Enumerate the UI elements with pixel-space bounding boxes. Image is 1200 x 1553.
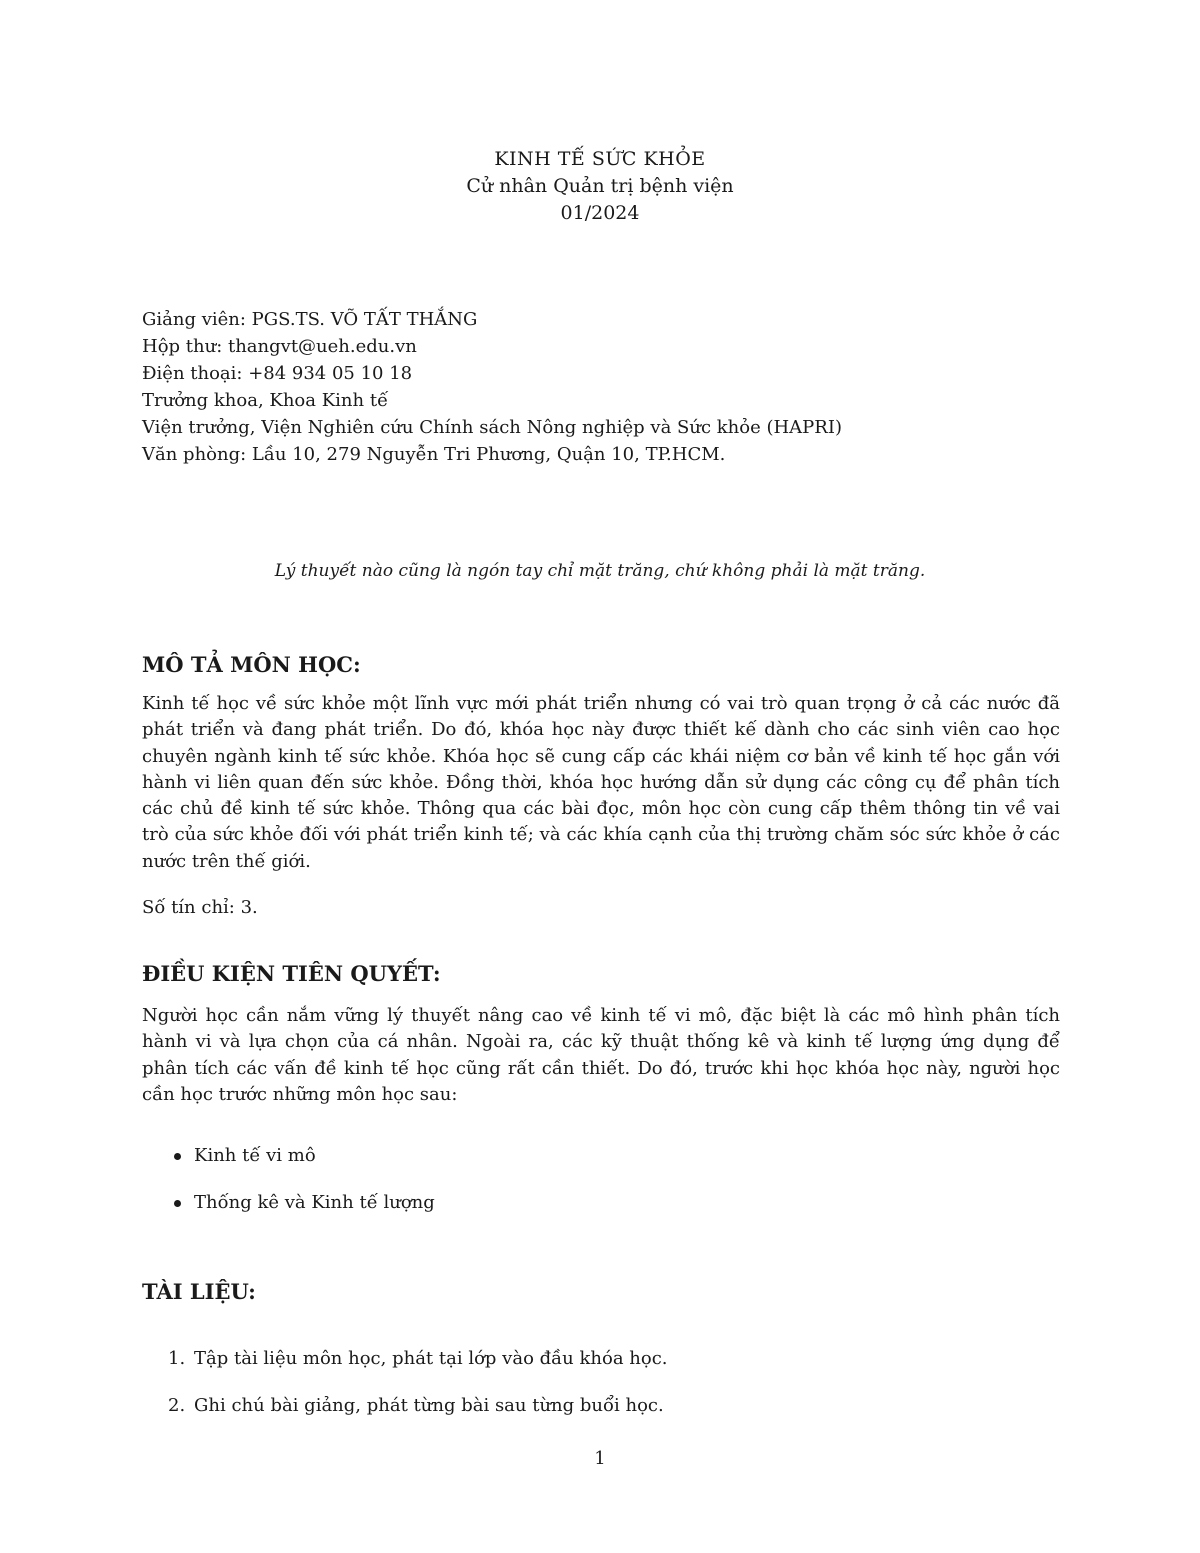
document-header xyxy=(0,146,1200,227)
materials-heading: TÀI LIỆU: xyxy=(142,1279,256,1304)
bullet-icon xyxy=(174,1153,181,1160)
list-item-number: 1. xyxy=(168,1348,186,1369)
list-item-text: Tập tài liệu môn học, phát tại lớp vào đầu khóa học. xyxy=(194,1348,668,1369)
list-item xyxy=(142,1189,1060,1216)
description-heading: MÔ TẢ MÔN HỌC: xyxy=(142,652,361,677)
prerequisites-heading: ĐIỀU KIỆN TIÊN QUYẾT: xyxy=(142,961,441,986)
materials-list xyxy=(142,1345,1060,1439)
dean-line: Trưởng khoa, Khoa Kinh tế xyxy=(142,390,389,411)
list-item-number: 2. xyxy=(168,1395,186,1416)
lecturer-line: Giảng viên: PGS.TS. VÕ TẤT THẮNG xyxy=(142,309,478,330)
course-subtitle: Cử nhân Quản trị bệnh viện xyxy=(466,175,734,197)
bullet-icon xyxy=(174,1200,181,1207)
course-date: 01/2024 xyxy=(560,202,640,224)
director-line: Viện trưởng, Viện Nghiên cứu Chính sách Nông nghiệp và Sức khỏe (HAPRI) xyxy=(142,417,842,438)
epigraph-quote: Lý thuyết nào cũng là ngón tay chỉ mặt trăng, chứ không phải là mặt trăng. xyxy=(274,561,926,581)
prerequisites-paragraph: Người học cần nắm vững lý thuyết nâng cao về kinh tế vi mô, đặc biệt là các mô hình phân tích hành vi và lựa chọn của cá nhân. Ngoài ra, các kỹ thuật thống kê và kinh tế lượng ứng dụng để phân tích các vấn đề kinh tế học cũng rất cần thiết. Do đó, trước khi học khóa học này, người học cần học trước những môn học sau: xyxy=(142,1005,1060,1105)
page-number: 1 xyxy=(594,1448,606,1469)
prerequisite-list xyxy=(142,1142,1060,1236)
email-line: Hộp thư: thangvt@ueh.edu.vn xyxy=(142,336,417,357)
credits-line: Số tín chỉ: 3. xyxy=(142,897,258,918)
description-paragraph: Kinh tế học về sức khỏe một lĩnh vực mới phát triển nhưng có vai trò quan trọng ở cả các nước đã phát triển và đang phát triển. Do đó, khóa học này được thiết kế dành cho các sinh viên cao học chuyên ngành kinh tế sức khỏe. Khóa học sẽ cung cấp các khái niệm cơ bản về kinh tế học gắn với hành vi liên quan đến sức khỏe. Đồng thời, khóa học hướng dẫn sử dụng các công cụ để phân tích các chủ đề kinh tế sức khỏe. Thông qua các bài đọc, môn học còn cung cấp thêm thông tin về vai trò của sức khỏe đối với phát triển kinh tế; và các khía cạnh của thị trường chăm sóc sức khỏe ở các nước trên thế giới. xyxy=(142,693,1060,872)
list-item-text: Ghi chú bài giảng, phát từng bài sau từng buổi học. xyxy=(194,1395,664,1416)
list-item xyxy=(142,1142,1060,1169)
list-item xyxy=(142,1392,1060,1419)
list-item-text: Kinh tế vi mô xyxy=(194,1145,316,1166)
office-line: Văn phòng: Lầu 10, 279 Nguyễn Tri Phương, Quận 10, TP.HCM. xyxy=(142,444,726,465)
list-item-text: Thống kê và Kinh tế lượng xyxy=(194,1192,435,1213)
phone-line: Điện thoại: +84 934 05 10 18 xyxy=(142,363,413,384)
course-title: KINH TẾ SỨC KHỎE xyxy=(494,148,706,170)
contact-block xyxy=(142,306,842,468)
list-item xyxy=(142,1345,1060,1372)
